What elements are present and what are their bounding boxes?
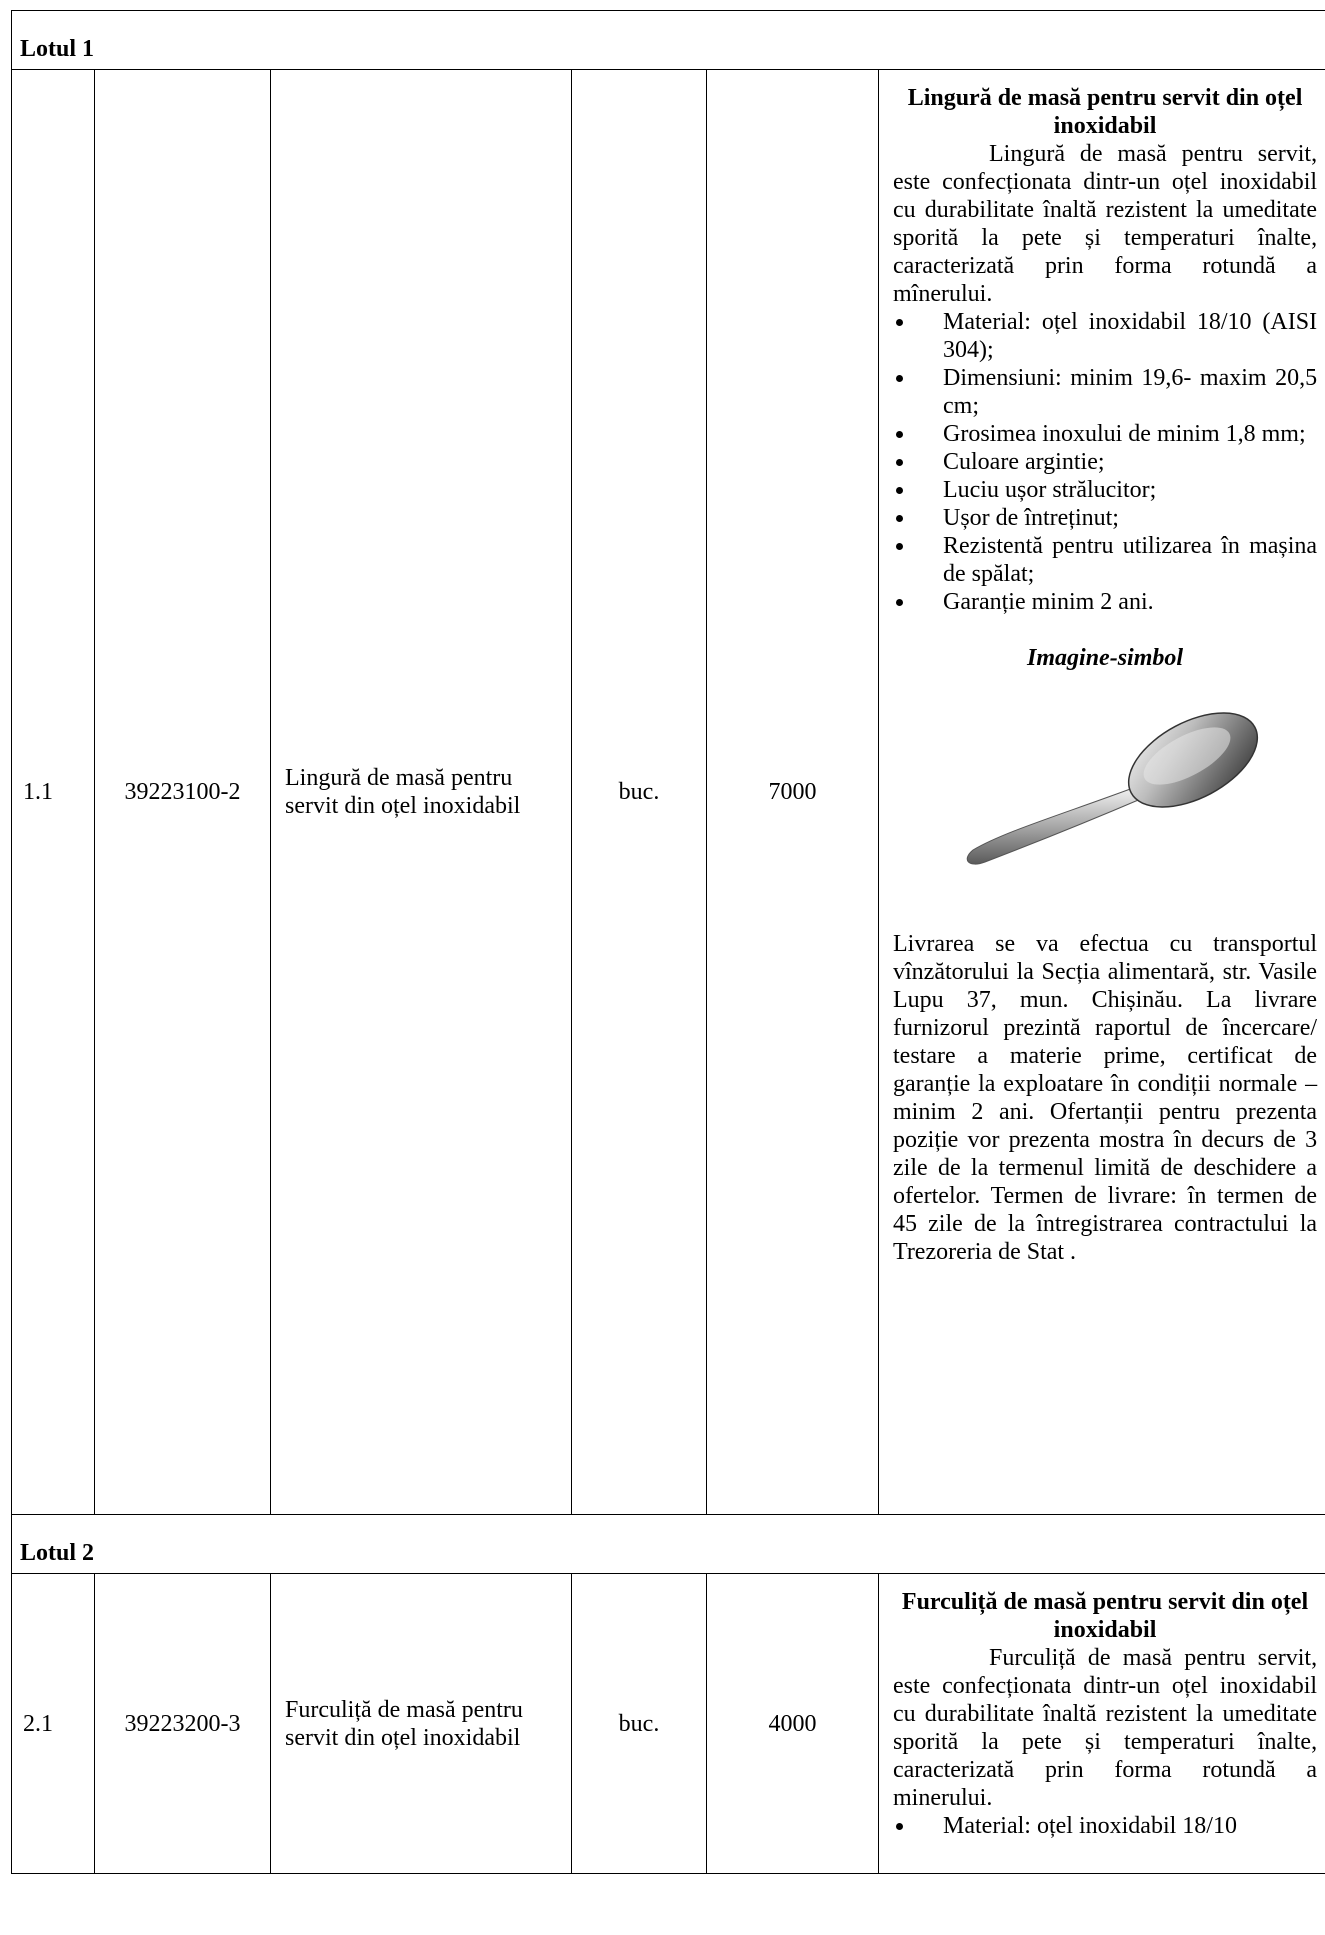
- table-row: [12, 70, 1325, 1515]
- list-item: Material: oțel inoxidabil 18/10: [893, 1812, 1317, 1840]
- list-item: Culoare argintie;: [893, 448, 1317, 476]
- symbol-image: [893, 678, 1317, 930]
- spec-feature-list: [893, 1812, 1317, 1840]
- lot-header: [12, 1515, 1325, 1574]
- unit-of-measure: buc.: [572, 70, 707, 1515]
- spec-title: Furculiță de masă pentru servit din oțel inoxidabil: [901, 1589, 1309, 1643]
- list-item: Grosimea inoxului de minim 1,8 mm;: [893, 420, 1317, 448]
- list-item: Ușor de întreținut;: [893, 504, 1317, 532]
- quantity: 7000: [707, 70, 879, 1515]
- spec-title: Lingură de masă pentru servit din oțel inoxidabil: [907, 85, 1303, 139]
- table-row: [12, 1574, 1325, 1874]
- item-name: Furculiță de masă pentru servit din oțel inoxidabil: [271, 1574, 572, 1874]
- lot-title: Lotul 2: [12, 1515, 1325, 1574]
- list-item: Garanție minim 2 ani.: [893, 588, 1317, 616]
- item-number: 2.1: [12, 1574, 95, 1874]
- list-item: Luciu ușor strălucitor;: [893, 476, 1317, 504]
- quantity: 4000: [707, 1574, 879, 1874]
- unit-of-measure: buc.: [572, 1574, 707, 1874]
- procurement-table: [11, 10, 1325, 1874]
- technical-specification: [879, 70, 1325, 1515]
- spec-description: Furculiță de masă pentru servit, este confecționata dintr-un oțel inoxidabil cu durabilitate înaltă rezistent la umeditate sporită la pete și temperaturi înalte, caracterizată prin forma rotundă a minerului.: [893, 1645, 1318, 1811]
- technical-specification: [879, 1574, 1325, 1874]
- delivery-terms: Livrarea se va efectua cu transportul vînzătorului la Secția alimentară, str. Vasile Lupu 37, mun. Chișinău. La livrare furnizorul prezintă raportul de încercare/ testare a materie prime, certificat de garanție la exploatare în condiții normale – minim 2 ani. Ofertanții pentru prezenta poziție vor prezenta mostra în decurs de 3 zile de la termenul limită de deschidere a ofertelor. Termen de livrare: în termen de 45 zile de la întregistrarea contractului la Trezoreria de Stat .: [893, 931, 1318, 1265]
- lot-title: Lotul 1: [12, 11, 1325, 70]
- list-item: Dimensiuni: minim 19,6- maxim 20,5 cm;: [893, 364, 1317, 420]
- spoon-icon: [943, 682, 1283, 922]
- list-item: Material: oțel inoxidabil 18/10 (AISI 304);: [893, 308, 1317, 364]
- cpv-code: 39223100-2: [95, 70, 271, 1515]
- spec-feature-list: [893, 308, 1317, 616]
- image-caption: Imagine-simbol: [1027, 645, 1184, 671]
- item-number: 1.1: [12, 70, 95, 1515]
- cpv-code: 39223200-3: [95, 1574, 271, 1874]
- item-name: Lingură de masă pentru servit din oțel inoxidabil: [271, 70, 572, 1515]
- spec-description: Lingură de masă pentru servit, este confecționata dintr-un oțel inoxidabil cu durabilitate înaltă rezistent la umeditate sporită la pete și temperaturi înalte, caracterizată prin forma rotundă a mînerului.: [893, 141, 1318, 307]
- lot-header: [12, 11, 1325, 70]
- list-item: Rezistentă pentru utilizarea în mașina de spălat;: [893, 532, 1317, 588]
